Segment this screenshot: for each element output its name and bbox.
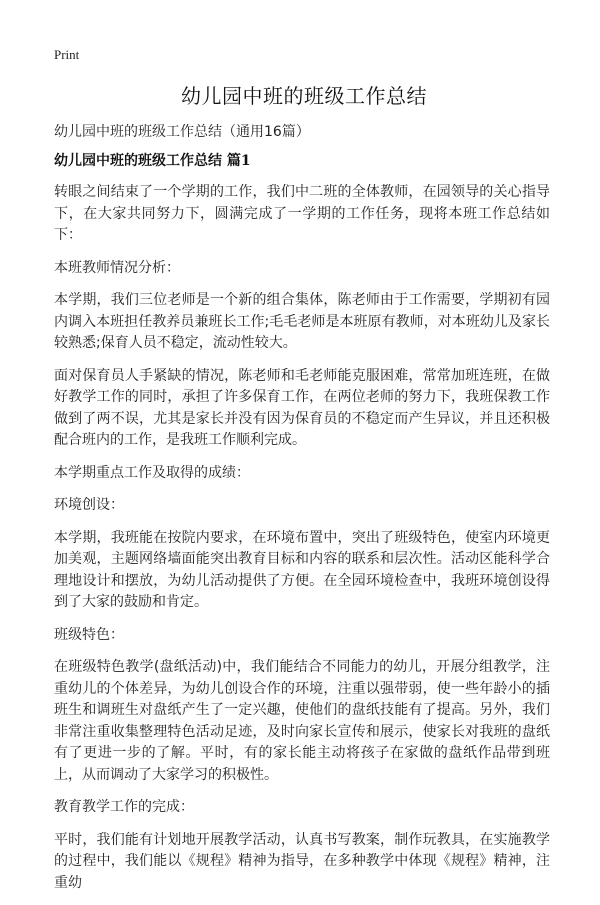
subheading-teacher-analysis: 本班教师情况分析： (54, 259, 180, 276)
paragraph-environment: 本学期，我班能在按院内要求，在环境布置中，突出了班级特色，使室内环境更加美观，主题网络墙面能突出教育目标和内容的联系和层次性。活动区能科学合理地设计和摆放，为幼儿活动提供了方便。在全园环境检查中，我班环境创设得到了大家的鼓励和肯定。 (54, 529, 550, 610)
paragraph-teachers: 本学期，我们三位老师是一个新的组合集体，陈老师由于工作需要，学期初有园内调入本班担任教养员兼班长工作;毛毛老师是本班原有教师，对本班幼儿及家长较熟悉;保育人员不稳定，流动性较大。 (54, 292, 550, 351)
paragraph-class-features: 在班级特色教学(盘纸活动)中，我们能结合不同能力的幼儿，开展分组教学，注重幼儿的个体差异，为幼儿创设合作的环境，注重以强带弱，使一些年龄小的插班生和调班生对盘纸产生了一定兴趣，使他们的盘纸技能有了提高。另外，我们非常注重收集整理特色活动足迹，及时向家长宣传和展示，使家长对我班的盘纸有了更进一步的了解。平时，有的家长能主动将孩子在家做的盘纸作品带到班上，从而调动了大家学习的积极性。 (54, 659, 550, 783)
paragraph-intro: 转眼之间结束了一个学期的工作，我们中二班的全体教师，在园领导的关心指导下，在大家共同努力下，圆满完成了一学期的工作任务，现将本班工作总结如下： (54, 184, 550, 243)
subheading-environment: 环境创设： (54, 497, 124, 513)
subheading-key-work: 本学期重点工作及取得的成绩： (54, 464, 250, 481)
paragraph-teaching: 平时，我们能有计划地开展教学活动，认真书写教案，制作玩教具，在实施教学的过程中，我们能以《规程》精神为指导，在多种教学中体现《规程》精神，注重幼 (54, 831, 550, 891)
paragraph-staffing: 面对保育员人手紧缺的情况，陈老师和毛老师能克服困难，常常加班连班，在做好教学工作的同时，承担了许多保育工作，在两位老师的努力下，我班保教工作做到了两不误，尤其是家长并没有因为保育员的不稳定而产生异议，并且还积极配合班内的工作，是我班工作顺利完成。 (54, 367, 550, 448)
article-body (54, 150, 550, 905)
subheading-teaching: 教育教学工作的完成： (54, 799, 194, 815)
print-link[interactable]: Print (54, 47, 80, 62)
document-subtitle: 幼儿园中班的班级工作总结（通用16篇） (54, 124, 310, 140)
subheading-class-features: 班级特色： (54, 626, 124, 643)
section-heading: 幼儿园中班的班级工作总结 篇1 (54, 153, 251, 169)
page-title: 幼儿园中班的班级工作总结 (181, 84, 427, 108)
